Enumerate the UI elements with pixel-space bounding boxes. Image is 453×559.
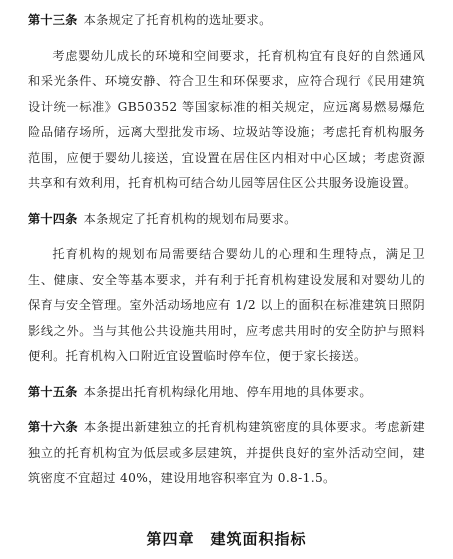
chapter-title: 第四章 建筑面积指标 bbox=[146, 530, 307, 548]
article-16-heading bbox=[28, 415, 425, 492]
article-13-number: 第十三条 bbox=[28, 13, 78, 27]
article-13-heading bbox=[28, 8, 425, 34]
article-13-body: 考虑婴幼儿成长的环境和空间要求，托育机构宜有良好的自然通风和采光条件、环境安静、符合卫生和环保要求，应符合现行《民用建筑设计统一标准》GB50352 等国家标准的相关规定，应远离易燃易爆危险品储存场所，远离大型批发市场、垃圾站等设施；考虑托育机构服务范围，应便于婴幼儿接送，宜设置在居住区内相对中心区域；考虑资源共享和有效利用，托育机构可结合幼儿园等居住区公共服务设施设置。 bbox=[28, 48, 425, 190]
article-14-heading bbox=[28, 207, 425, 233]
article-16-number: 第十六条 bbox=[28, 420, 78, 434]
article-14-heading-text: 本条规定了托育机构的规划布局要求。 bbox=[83, 211, 297, 226]
article-15-heading-text: 本条提出托育机构绿化用地、停车用地的具体要求。 bbox=[83, 384, 372, 399]
article-15-heading bbox=[28, 380, 425, 406]
article-14-number: 第十四条 bbox=[28, 211, 78, 226]
article-16-heading-text: 本条提出新建独立的托育机构建筑密度的具体要求。考虑新建独立的托育机构宜为低层或多层建筑，并提供良好的室外活动空间，建筑密度不宜超过 40%，建设用地容积率宜为 0.8-1.5。 bbox=[28, 420, 425, 485]
article-13-heading-text: 本条规定了托育机构的选址要求。 bbox=[83, 13, 272, 27]
article-15-number: 第十五条 bbox=[28, 384, 78, 399]
article-14-body: 托育机构的规划布局需要结合婴幼儿的心理和生理特点，满足卫生、健康、安全等基本要求，并有利于托育机构建设发展和对婴幼儿的保育与安全管理。室外活动场地应有 1/2 以上的面积在标准建筑日照阴影线之外。当与其他公共设施共用时，应考虑共用时的安全防护与照料便利。托育机构入口附近宜设置临时停车位，便于家长接送。 bbox=[28, 247, 425, 363]
